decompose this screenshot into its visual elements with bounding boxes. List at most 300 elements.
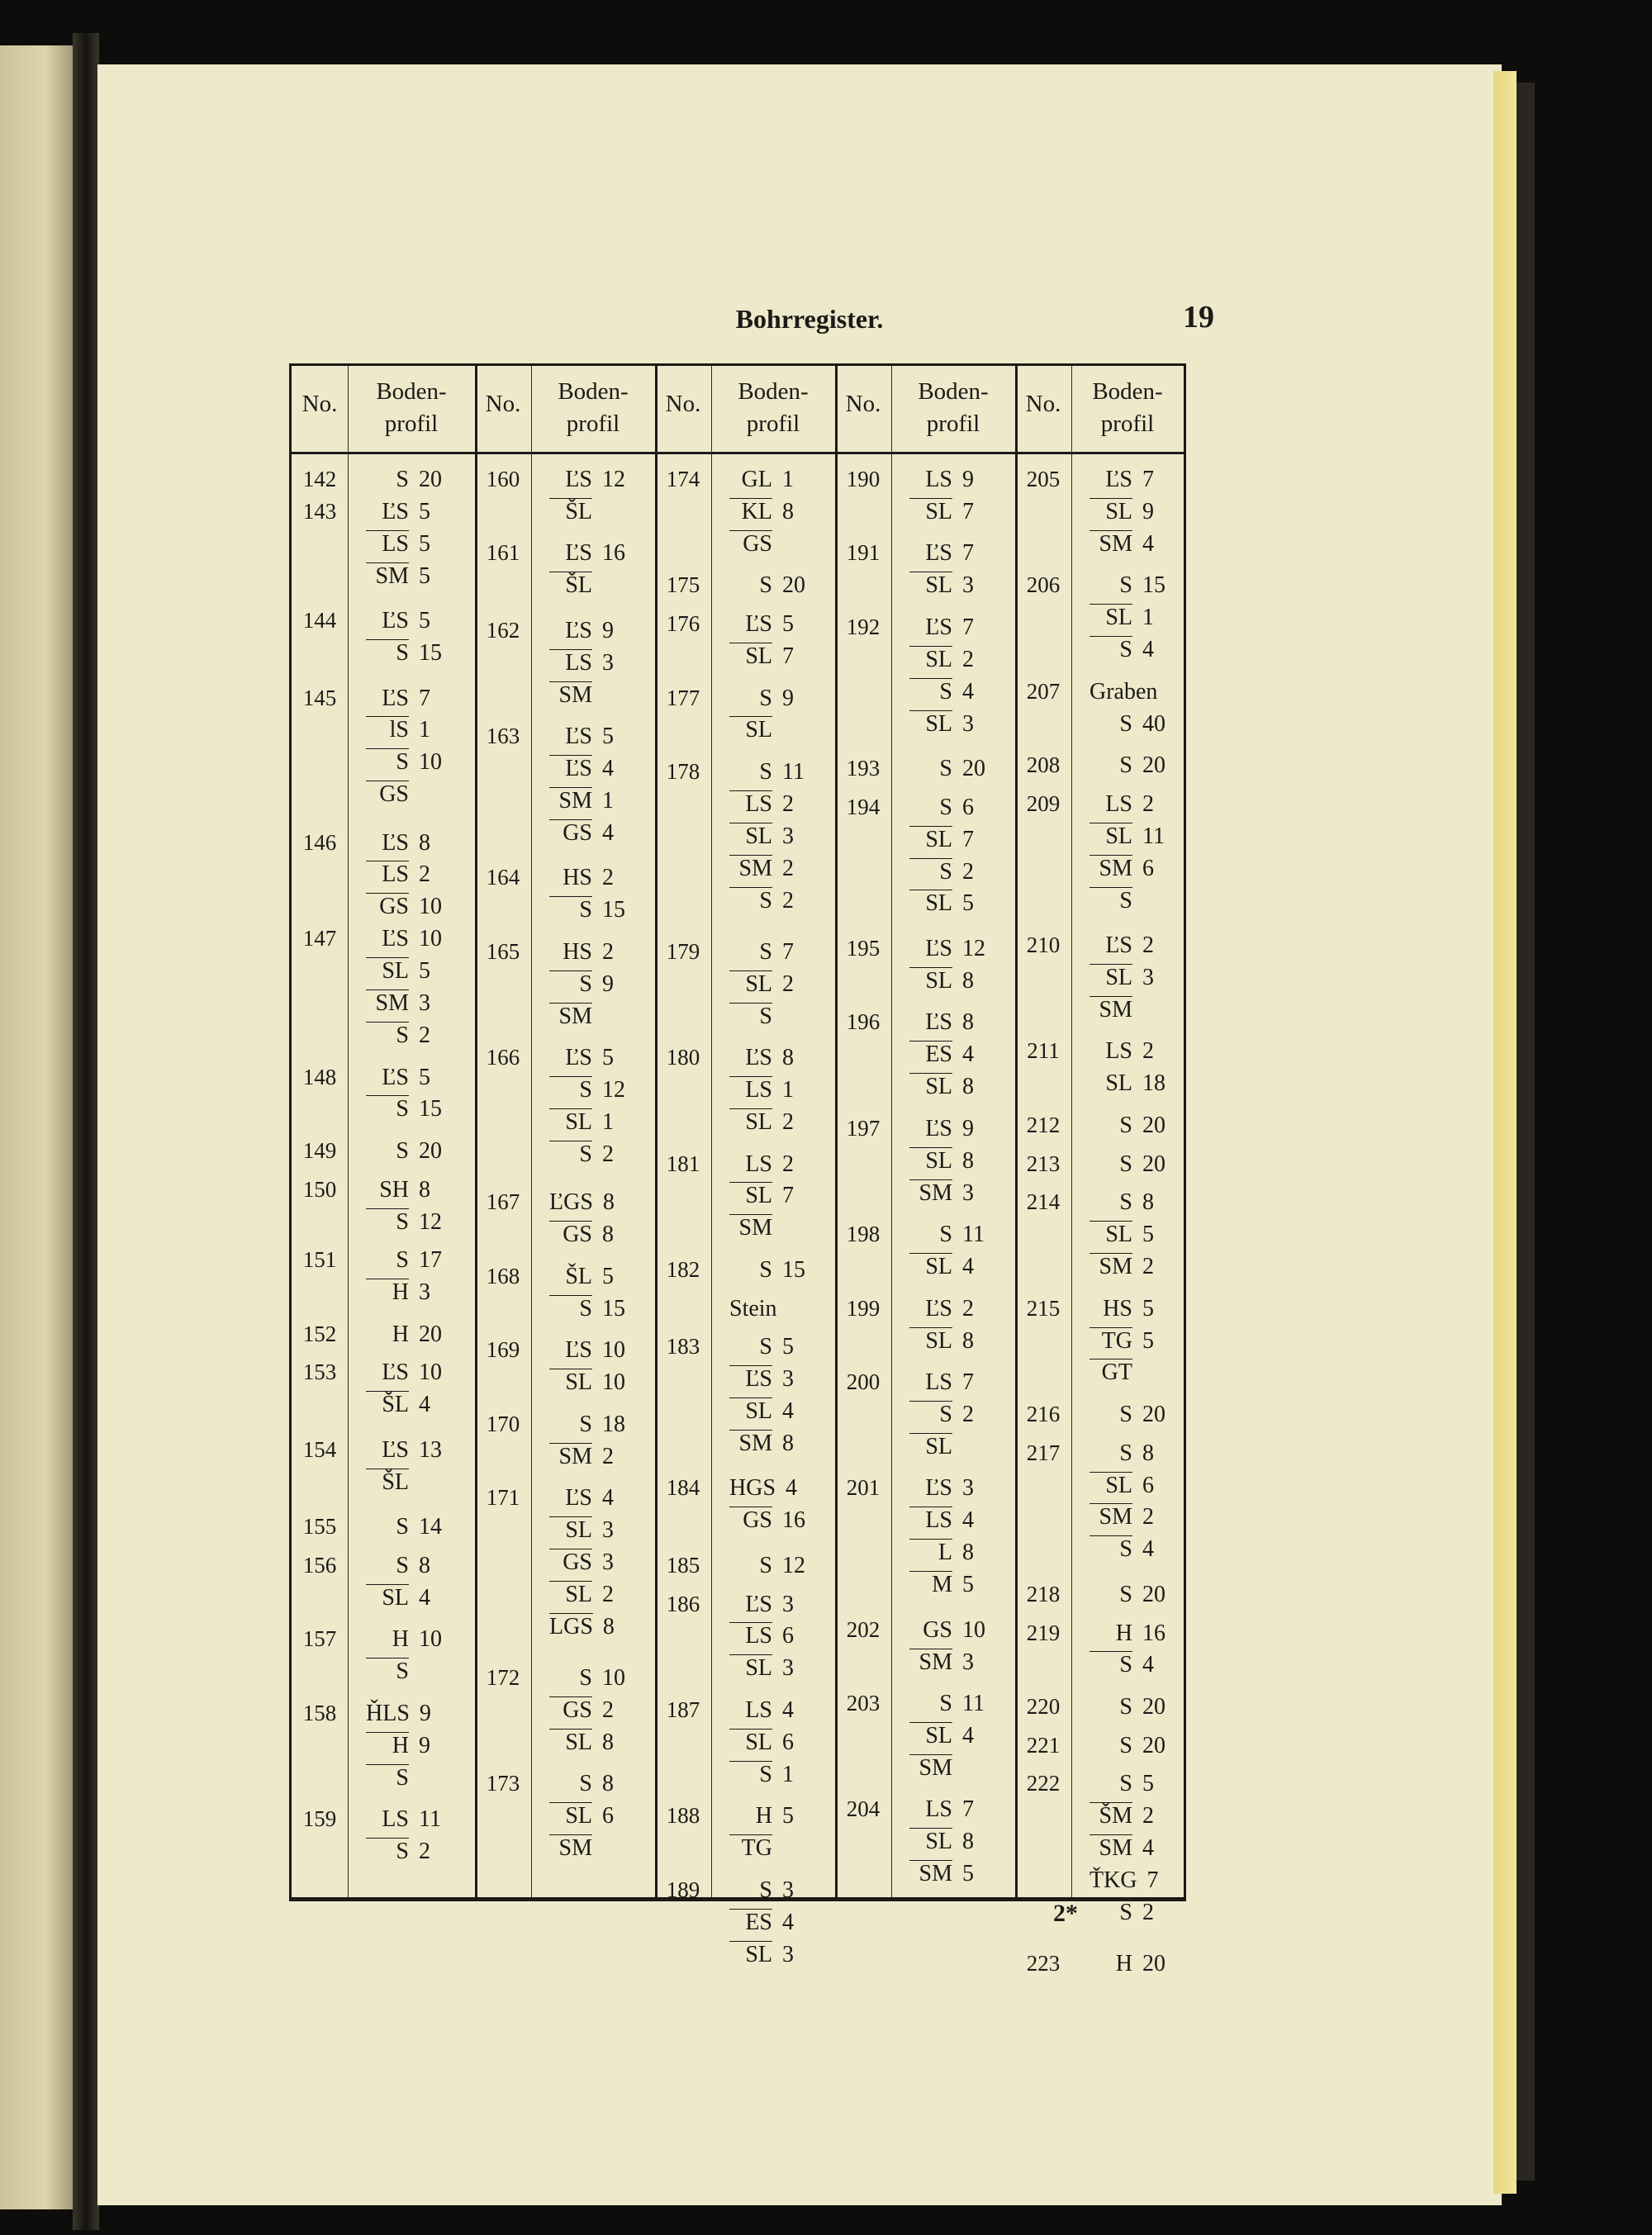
soil-layer (729, 788, 810, 821)
soil-symbol: ĽS (729, 1365, 772, 1393)
soil-symbol: S (396, 1514, 409, 1540)
header-line: Boden- (376, 378, 447, 405)
soil-symbol: SM (366, 989, 409, 1017)
soil-layer (549, 496, 630, 529)
borehole-number: 147 (302, 926, 337, 951)
borehole-number: 213 (1026, 1151, 1061, 1176)
soil-layer (909, 1366, 990, 1399)
layer-thickness: 8 (962, 1829, 974, 1855)
soil-layer (909, 708, 990, 741)
soil-layer (729, 463, 810, 496)
soil-layer (366, 528, 447, 561)
soil-symbol: GS (549, 1549, 592, 1576)
soil-layer (729, 820, 810, 853)
soil-symbol: S (579, 1771, 592, 1797)
borehole-number: 153 (302, 1360, 337, 1385)
soil-symbol: Graben (1089, 678, 1158, 705)
sheet-signature: 2* (1053, 1900, 1078, 1927)
soil-layer (1089, 749, 1170, 782)
soil-layer (1089, 852, 1170, 885)
soil-symbol: S (759, 1877, 772, 1903)
soil-layer (366, 1019, 447, 1052)
layer-thickness: 4 (1142, 530, 1154, 557)
layer-thickness: 2 (1142, 1803, 1154, 1829)
soil-layer (729, 608, 810, 641)
soil-symbol: SL (549, 1729, 592, 1756)
soil-symbol: ŠL (549, 572, 592, 599)
book-cover-edge (1517, 83, 1535, 2180)
soil-symbol: GS (549, 1696, 592, 1724)
soil-layer (909, 1293, 990, 1326)
soil-symbol: LS (909, 1507, 952, 1534)
borehole-number: 146 (302, 829, 337, 855)
soil-layer (909, 1472, 990, 1505)
soil-layer (1089, 1578, 1170, 1611)
soil-layer (909, 676, 990, 709)
soil-symbol: ĽS (1105, 932, 1132, 959)
layer-thickness: 2 (962, 1401, 974, 1427)
layer-thickness: 20 (419, 1321, 442, 1347)
borehole-number: 142 (302, 467, 337, 491)
soil-symbol: LS (549, 649, 592, 676)
soil-layer (729, 1832, 810, 1865)
soil-symbol: SM (729, 1214, 772, 1241)
soil-layer (729, 1395, 810, 1428)
soil-layer (909, 1646, 990, 1679)
soil-symbol: SL (909, 890, 952, 917)
layer-thickness: 16 (1142, 1620, 1165, 1646)
layer-thickness: 11 (962, 1691, 985, 1717)
soil-layer (729, 1427, 810, 1460)
layer-thickness: 5 (419, 958, 430, 985)
header-line: profil (566, 410, 620, 437)
soil-symbol: ŠM (1089, 1802, 1132, 1829)
layer-thickness: 3 (782, 1941, 794, 1967)
soil-symbol: SL (1089, 964, 1132, 991)
layer-thickness: 8 (782, 498, 794, 524)
borehole-number: 211 (1027, 1038, 1060, 1064)
header-bodenprofil (348, 376, 475, 440)
soil-layer (366, 778, 447, 811)
header-line: Boden- (738, 378, 809, 405)
soil-symbol: S (1089, 636, 1132, 663)
layer-thickness: 4 (419, 1584, 430, 1611)
soil-layer (909, 1720, 990, 1753)
layer-thickness: 2 (602, 865, 614, 891)
soil-layer (1089, 885, 1170, 918)
layer-thickness: 20 (1142, 1732, 1165, 1758)
layer-thickness: 4 (602, 1485, 614, 1511)
soil-layer (366, 1623, 447, 1656)
soil-layer (549, 1546, 630, 1579)
layer-thickness: 2 (782, 970, 794, 997)
soil-symbol: SL (729, 643, 772, 670)
soil-symbol: SL (909, 1327, 952, 1355)
soil-layer (729, 968, 810, 1001)
soil-layer (729, 1331, 810, 1364)
layer-thickness: 8 (962, 1074, 974, 1100)
layer-thickness: 1 (419, 717, 430, 743)
soil-layer (366, 1318, 447, 1351)
soil-symbol: ĽS (382, 829, 409, 856)
soil-symbol: S (396, 1247, 409, 1274)
soil-symbol: S (1119, 572, 1132, 599)
soil-layer (549, 1260, 630, 1293)
soil-layer (909, 1218, 990, 1251)
soil-layer (1089, 788, 1170, 821)
soil-symbol: SL (909, 646, 952, 673)
soil-symbol: SL (366, 957, 409, 985)
layer-thickness: 5 (1142, 1771, 1154, 1797)
borehole-number: 219 (1026, 1620, 1061, 1645)
soil-symbol: ĽGS (549, 1189, 593, 1216)
soil-symbol: SL (909, 498, 952, 525)
layer-thickness: 7 (1142, 467, 1154, 492)
layer-thickness: 2 (602, 1696, 614, 1723)
layer-thickness: 12 (962, 935, 985, 961)
soil-symbol: ĽS (565, 617, 592, 643)
borehole-number: 188 (666, 1803, 700, 1829)
soil-layer (366, 955, 447, 988)
soil-layer (1089, 676, 1195, 709)
soil-symbol: S (759, 1552, 772, 1578)
soil-symbol: ĽS (745, 1591, 772, 1617)
soil-symbol: SM (366, 562, 409, 590)
soil-layer (366, 1276, 447, 1309)
header-rule (292, 452, 1184, 454)
layer-thickness: 3 (419, 990, 430, 1017)
borehole-number: 179 (666, 938, 700, 964)
borehole-number: 173 (486, 1771, 520, 1796)
layer-thickness: 11 (1142, 823, 1165, 849)
soil-symbol: S (549, 970, 592, 998)
layer-thickness: 15 (419, 640, 442, 667)
soil-layer (366, 1356, 447, 1389)
soil-symbol: SM (549, 1834, 592, 1862)
soil-symbol: S (1089, 887, 1132, 914)
soil-layer (729, 1293, 828, 1326)
soil-layer (366, 714, 447, 747)
borehole-number: 198 (846, 1222, 881, 1247)
soil-layer (549, 615, 630, 648)
soil-symbol: SL (909, 826, 952, 853)
soil-layer (549, 1578, 630, 1611)
soil-layer (549, 569, 630, 602)
header-no: No. (665, 391, 701, 417)
soil-symbol: SL (549, 1802, 592, 1829)
layer-thickness: 11 (782, 758, 805, 785)
layer-thickness: 20 (1142, 752, 1165, 779)
borehole-number: 172 (486, 1664, 520, 1690)
layer-thickness: 10 (419, 926, 442, 952)
soil-layer (549, 936, 630, 969)
layer-thickness: 10 (419, 1360, 442, 1386)
soil-layer (729, 1620, 810, 1653)
soil-symbol: SL (1105, 1070, 1132, 1097)
soil-layer (909, 1038, 990, 1071)
layer-thickness: 4 (962, 1042, 974, 1068)
borehole-number: 165 (486, 938, 520, 964)
soil-symbol: S (366, 1838, 409, 1865)
layer-thickness: 6 (1142, 855, 1154, 881)
soil-layer (909, 1431, 990, 1464)
soil-symbol: ĽS (925, 540, 952, 567)
soil-layer (1089, 569, 1170, 602)
layer-thickness: 8 (602, 1189, 615, 1216)
layer-thickness: 5 (782, 1334, 794, 1360)
borehole-number: 157 (302, 1626, 337, 1652)
soil-symbol: S (1089, 1535, 1132, 1563)
soil-layer (366, 1206, 447, 1239)
borehole-number: 160 (486, 467, 520, 491)
soil-layer (1089, 1469, 1170, 1502)
soil-symbol: LS (366, 861, 409, 888)
layer-thickness: 12 (602, 467, 625, 492)
soil-layer (1089, 1691, 1170, 1724)
soil-symbol: SM (1089, 1253, 1132, 1280)
soil-layer (909, 823, 990, 857)
soil-layer (1089, 1864, 1175, 1897)
layer-thickness: 13 (419, 1436, 442, 1463)
borehole-number: 149 (302, 1138, 337, 1163)
header-line: profil (1100, 410, 1155, 437)
soil-symbol: S (396, 1552, 409, 1578)
layer-thickness: 8 (962, 1327, 974, 1354)
soil-symbol: LS (366, 530, 409, 558)
soil-symbol: ĽS (382, 1360, 409, 1386)
layer-thickness: 7 (962, 1796, 974, 1823)
layer-thickness: 1 (782, 467, 794, 492)
soil-layer (909, 1687, 990, 1720)
layer-thickness: 4 (962, 1507, 974, 1534)
borehole-number: 152 (302, 1321, 337, 1346)
soil-symbol: H (366, 1732, 409, 1759)
layer-thickness: 8 (962, 967, 974, 994)
soil-symbol: SL (909, 572, 952, 599)
soil-layer (1089, 633, 1170, 667)
soil-symbol: LS (1105, 1038, 1132, 1065)
layer-thickness: 3 (962, 1475, 974, 1502)
soil-layer (366, 1803, 447, 1836)
layer-thickness: 15 (602, 897, 625, 923)
borehole-number: 186 (666, 1591, 700, 1616)
borehole-number: 200 (846, 1369, 881, 1395)
layer-thickness: 5 (962, 1572, 974, 1598)
soil-symbol: SL (909, 1253, 952, 1280)
soil-layer (1089, 1948, 1170, 1981)
page-number: 19 (1183, 300, 1214, 335)
soil-symbol: SM (549, 681, 592, 709)
soil-symbol: ĽS (565, 724, 592, 750)
layer-thickness: 5 (962, 1861, 974, 1887)
layer-thickness: 8 (419, 1176, 430, 1203)
soil-symbol: S (759, 572, 772, 599)
soil-layer (549, 817, 630, 850)
layer-thickness: 9 (602, 970, 614, 997)
soil-layer (909, 1568, 990, 1602)
layer-thickness: 20 (1142, 1112, 1165, 1138)
layer-thickness: 2 (602, 1141, 614, 1167)
soil-layer (909, 856, 990, 889)
soil-symbol: ĽS (382, 685, 409, 711)
layer-thickness: 3 (782, 1877, 794, 1903)
layer-thickness: 10 (602, 1369, 625, 1396)
soil-layer (549, 1293, 630, 1326)
soil-symbol: GS (366, 781, 409, 808)
soil-layer (549, 1440, 630, 1473)
layer-thickness: 2 (602, 938, 614, 965)
borehole-number: 182 (666, 1256, 700, 1282)
soil-layer (549, 1186, 631, 1219)
soil-symbol: lS (366, 716, 409, 743)
layer-thickness: 8 (1142, 1440, 1154, 1466)
layer-thickness: 10 (419, 1626, 442, 1653)
soil-layer (549, 1074, 630, 1107)
soil-symbol: S (1119, 710, 1132, 737)
soil-layer (366, 1388, 447, 1421)
soil-symbol: SL (549, 1581, 592, 1608)
layer-thickness: 2 (602, 1443, 614, 1469)
soil-symbol: ĽS (925, 1475, 952, 1502)
layer-thickness: 10 (419, 749, 442, 776)
layer-thickness: 12 (602, 1077, 625, 1103)
soil-layer (1089, 1617, 1170, 1650)
borehole-number: 156 (302, 1552, 337, 1578)
column-separator (1071, 366, 1072, 1897)
layer-thickness: 14 (419, 1514, 442, 1540)
soil-layer (729, 640, 810, 673)
soil-symbol: S (1119, 1112, 1132, 1138)
layer-thickness: 9 (1142, 498, 1154, 524)
soil-symbol: S (366, 748, 409, 776)
soil-layer (909, 537, 990, 570)
layer-thickness: 7 (419, 685, 430, 711)
layer-thickness: 3 (602, 1549, 614, 1575)
borehole-number: 178 (666, 758, 700, 784)
soil-layer (1089, 929, 1170, 962)
layer-thickness: 2 (1142, 932, 1154, 959)
soil-layer (1089, 708, 1170, 741)
borehole-number: 216 (1026, 1401, 1061, 1426)
borehole-number: 210 (1026, 932, 1061, 958)
borehole-number: 183 (666, 1334, 700, 1360)
soil-symbol: ŠL (549, 498, 592, 525)
header-no: No. (485, 391, 521, 417)
soil-symbol: S (549, 1141, 592, 1168)
soil-layer (1089, 1325, 1170, 1358)
layer-thickness: 5 (419, 498, 430, 524)
borehole-number: 194 (846, 794, 881, 819)
soil-layer (549, 1611, 631, 1644)
soil-symbol: LS (729, 1622, 772, 1649)
soil-symbol: ĽS (745, 1045, 772, 1071)
soil-symbol: S (1119, 752, 1132, 779)
soil-layer (366, 1835, 447, 1868)
soil-layer (909, 932, 990, 966)
soil-symbol: S (549, 1295, 592, 1322)
borehole-number: 197 (846, 1115, 881, 1141)
soil-symbol: GS (729, 1507, 772, 1534)
soil-symbol: SL (909, 1433, 952, 1460)
soil-symbol: S (1119, 1189, 1132, 1216)
soil-symbol: LS (745, 1696, 772, 1723)
soil-layer (909, 1250, 990, 1284)
soil-symbol: GS (549, 1221, 592, 1248)
soil-layer (366, 1511, 447, 1544)
soil-symbol: SL (729, 716, 772, 743)
soil-symbol: GS (729, 530, 772, 558)
soil-symbol: SL (1089, 498, 1132, 525)
soil-symbol: SL (909, 1722, 952, 1749)
borehole-number: 193 (846, 756, 881, 781)
soil-symbol: H (366, 1279, 409, 1306)
soil-symbol: H (1115, 1620, 1132, 1646)
soil-symbol: SL (909, 1828, 952, 1855)
soil-layer (729, 1694, 810, 1727)
layer-thickness: 2 (1142, 790, 1154, 817)
soil-layer (549, 720, 630, 753)
layer-thickness: 2 (962, 1295, 974, 1322)
soil-symbol: ĽS (382, 1436, 409, 1463)
soil-symbol: SL (909, 710, 952, 738)
soil-layer (729, 1106, 810, 1139)
borehole-number: 208 (1026, 752, 1061, 778)
soil-symbol: ĽS (382, 498, 409, 524)
soil-layer (729, 496, 810, 529)
soil-layer (909, 791, 990, 824)
soil-layer (366, 890, 447, 923)
soil-symbol: S (759, 758, 772, 785)
soil-layer (1089, 1186, 1170, 1219)
soil-layer (729, 852, 810, 885)
soil-symbol: SM (729, 1430, 772, 1457)
soil-symbol: SL (549, 1516, 592, 1544)
layer-thickness: 2 (782, 1109, 794, 1135)
soil-symbol: H (755, 1803, 772, 1829)
soil-layer (549, 647, 630, 680)
soil-layer (549, 1662, 630, 1695)
soil-symbol: S (396, 467, 409, 492)
layer-thickness: 2 (782, 855, 794, 881)
soil-layer (1089, 528, 1170, 561)
soil-symbol: HS (1103, 1295, 1132, 1322)
soil-layer (549, 1482, 630, 1515)
soil-symbol: S (759, 938, 772, 965)
soil-symbol: ĽS (549, 755, 592, 782)
borehole-number: 163 (486, 724, 520, 749)
soil-layer (549, 1106, 630, 1139)
soil-symbol: ĽS (925, 614, 952, 640)
soil-symbol: S (1119, 1581, 1132, 1607)
layer-thickness: 5 (419, 530, 430, 557)
header-line: Boden- (558, 378, 629, 405)
borehole-register-table (289, 363, 1186, 1977)
soil-symbol: ES (909, 1041, 952, 1068)
soil-layer (366, 746, 447, 779)
soil-layer (909, 1793, 990, 1826)
layer-thickness: 2 (782, 1151, 794, 1177)
running-title: Bohrregister. (735, 304, 884, 334)
soil-layer (549, 752, 630, 785)
soil-symbol: M (909, 1571, 952, 1598)
soil-layer (549, 1694, 630, 1727)
borehole-number: 161 (486, 540, 520, 566)
layer-thickness: 8 (602, 1771, 614, 1797)
layer-thickness: 3 (962, 1649, 974, 1675)
soil-symbol: S (366, 639, 409, 667)
layer-thickness: 5 (1142, 1222, 1154, 1248)
soil-symbol: SM (1089, 1834, 1132, 1862)
